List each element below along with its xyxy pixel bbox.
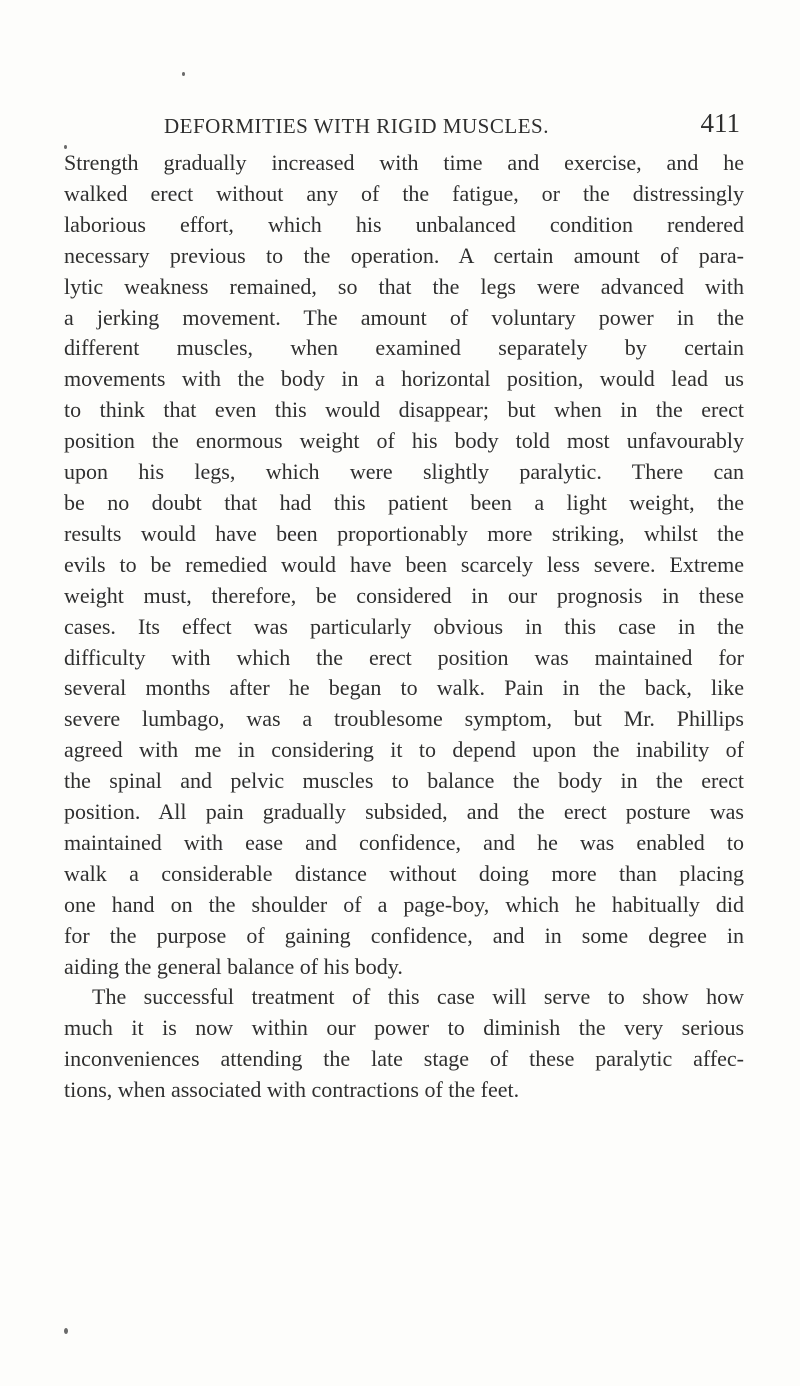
text-line: be no doubt that had this patient been a light weight, the <box>64 489 744 515</box>
text-line: the spinal and pelvic muscles to balance the body in the erect <box>64 768 744 794</box>
text-line: agreed with me in considering it to depend upon the inability of <box>64 737 744 763</box>
text-line: lytic weakness remained, so that the legs were advanced with <box>64 273 744 299</box>
body-text <box>64 148 744 1106</box>
text-line: one hand on the shoulder of a page-boy, which he habitually did <box>64 891 744 917</box>
text-line: walk a considerable distance without doing more than placing <box>64 860 744 886</box>
text-line: weight must, therefore, be considered in our prognosis in these <box>64 582 744 608</box>
text-line: position the enormous weight of his body told most unfavourably <box>64 428 744 454</box>
text-line: position. All pain gradually subsided, and the erect posture was <box>64 799 744 825</box>
text-line: to think that even this would disappear; but when in the erect <box>64 397 744 423</box>
text-line: necessary previous to the operation. A certain amount of para- <box>64 242 744 268</box>
text-line: different muscles, when examined separately by certain <box>64 335 744 361</box>
running-head: DEFORMITIES WITH RIGID MUSCLES. <box>164 114 549 138</box>
text-line: aiding the general balance of his body. <box>64 953 403 979</box>
print-speck <box>64 145 67 149</box>
page-header <box>60 108 740 144</box>
text-line: results would have been proportionably more striking, whilst the <box>64 520 744 546</box>
text-line: inconveniences attending the late stage of these paralytic affec- <box>64 1046 744 1072</box>
text-line: The successful treatment of this case will serve to show how <box>92 984 744 1010</box>
print-speck <box>64 1328 68 1334</box>
text-line: difficulty with which the erect position was maintained for <box>64 644 744 670</box>
text-line: movements with the body in a horizontal position, would lead us <box>64 366 744 392</box>
text-line: for the purpose of gaining confidence, and in some degree in <box>64 922 744 948</box>
text-line: cases. Its effect was particularly obvious in this case in the <box>64 613 744 639</box>
page-number: 411 <box>700 108 740 138</box>
text-line: maintained with ease and confidence, and he was enabled to <box>64 829 744 855</box>
text-line: much it is now within our power to diminish the very serious <box>64 1015 744 1041</box>
text-line: Strength gradually increased with time and exercise, and he <box>64 150 744 175</box>
text-line: several months after he began to walk. Pain in the back, like <box>64 675 744 701</box>
text-line: upon his legs, which were slightly paralytic. There can <box>64 459 744 485</box>
text-line: laborious effort, which his unbalanced condition rendered <box>64 211 744 237</box>
text-line: severe lumbago, was a troublesome symptom, but Mr. Phillips <box>64 706 744 732</box>
print-speck <box>182 72 185 76</box>
text-line: walked erect without any of the fatigue, or the distressingly <box>64 180 744 206</box>
text-line: tions, when associated with contractions of the feet. <box>64 1077 520 1103</box>
text-line: a jerking movement. The amount of voluntary power in the <box>64 304 744 330</box>
text-line: evils to be remedied would have been scarcely less severe. Extreme <box>64 551 744 577</box>
